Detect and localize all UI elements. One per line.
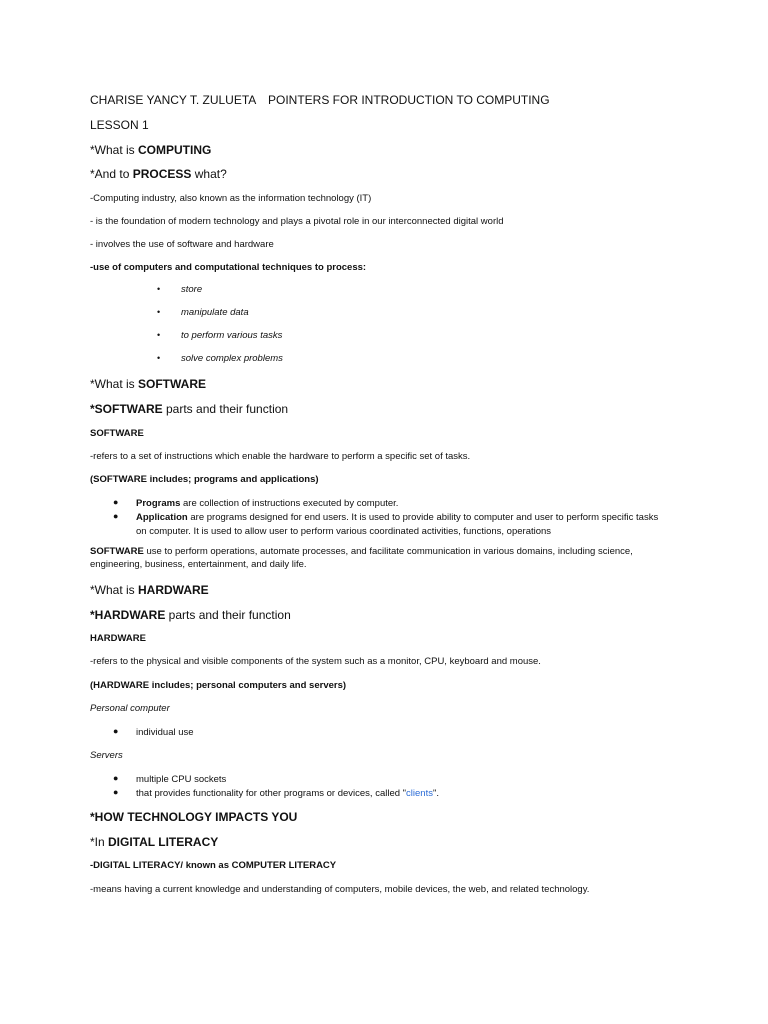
bullet-marker: • <box>157 307 161 317</box>
hardware-definition: -refers to the physical and visible components of the system such as a monitor, CPU, keyboard and mouse. <box>90 656 541 667</box>
computing-line: - involves the use of software and hardware <box>90 239 274 250</box>
software-definition: -refers to a set of instructions which enable the hardware to perform a specific set of tasks. <box>90 451 471 462</box>
bullet-marker: ● <box>113 726 119 736</box>
lesson-label: LESSON 1 <box>90 118 149 132</box>
process-item: store <box>181 284 203 295</box>
question-hardware: *What is HARDWARE <box>90 583 209 597</box>
software-includes: (SOFTWARE includes; programs and applications) <box>90 474 319 485</box>
software-item: Application are programs designed for end users. It is used to provide ability to computer and user to perform specific tasks on computer. It is used to allow user to perform various coordinated activities, functions, operations <box>136 512 659 537</box>
server-item: multiple CPU sockets <box>136 774 227 785</box>
question-computing: *What is COMPUTING <box>90 143 212 157</box>
digital-literacy-heading: *In DIGITAL LITERACY <box>90 835 219 849</box>
question-process: *And to PROCESS what? <box>90 167 227 181</box>
process-item: solve complex problems <box>181 353 283 364</box>
server-item: that provides functionality for other programs or devices, called "clients". <box>136 788 439 799</box>
process-item: manipulate data <box>181 307 249 318</box>
computing-line: -Computing industry, also known as the information technology (IT) <box>90 193 372 204</box>
computing-line: - is the foundation of modern technology and plays a pivotal role in our interconnected digital world <box>90 216 504 227</box>
bullet-marker: ● <box>113 497 119 507</box>
pc-label: Personal computer <box>90 703 170 714</box>
software-heading: SOFTWARE <box>90 428 144 439</box>
question-software: *What is SOFTWARE <box>90 377 207 391</box>
hardware-parts-heading: *HARDWARE parts and their function <box>90 608 291 622</box>
bullet-marker: ● <box>113 511 119 521</box>
document-title: POINTERS FOR INTRODUCTION TO COMPUTING <box>268 93 550 107</box>
servers-label: Servers <box>90 750 123 761</box>
digital-literacy-definition: -means having a current knowledge and understanding of computers, mobile devices, the web, and related technology. <box>90 884 590 895</box>
bullet-marker: • <box>157 353 161 363</box>
pc-item: individual use <box>136 727 194 738</box>
hardware-heading: HARDWARE <box>90 633 146 644</box>
software-item: Programs are collection of instructions executed by computer. <box>136 498 399 509</box>
clients-link[interactable]: clients <box>406 788 433 799</box>
digital-literacy-sub: -DIGITAL LITERACY/ known as COMPUTER LITERACY <box>90 860 337 871</box>
bullet-marker: • <box>157 330 161 340</box>
bullet-marker: ● <box>113 773 119 783</box>
software-use: SOFTWARE use to perform operations, automate processes, and facilitate communication in various domains, including science, engineering, business, entertainment, and daily life. <box>90 546 633 570</box>
process-heading: -use of computers and computational techniques to process: <box>90 262 367 273</box>
hardware-includes: (HARDWARE includes; personal computers and servers) <box>90 680 347 691</box>
header-line <box>90 93 708 107</box>
process-item: to perform various tasks <box>181 330 283 341</box>
bullet-marker: • <box>157 284 161 294</box>
author-name: CHARISE YANCY T. ZULUETA <box>90 93 257 107</box>
software-parts-heading: *SOFTWARE parts and their function <box>90 402 289 416</box>
impact-heading: *HOW TECHNOLOGY IMPACTS YOU <box>90 810 298 824</box>
bullet-marker: ● <box>113 787 119 797</box>
